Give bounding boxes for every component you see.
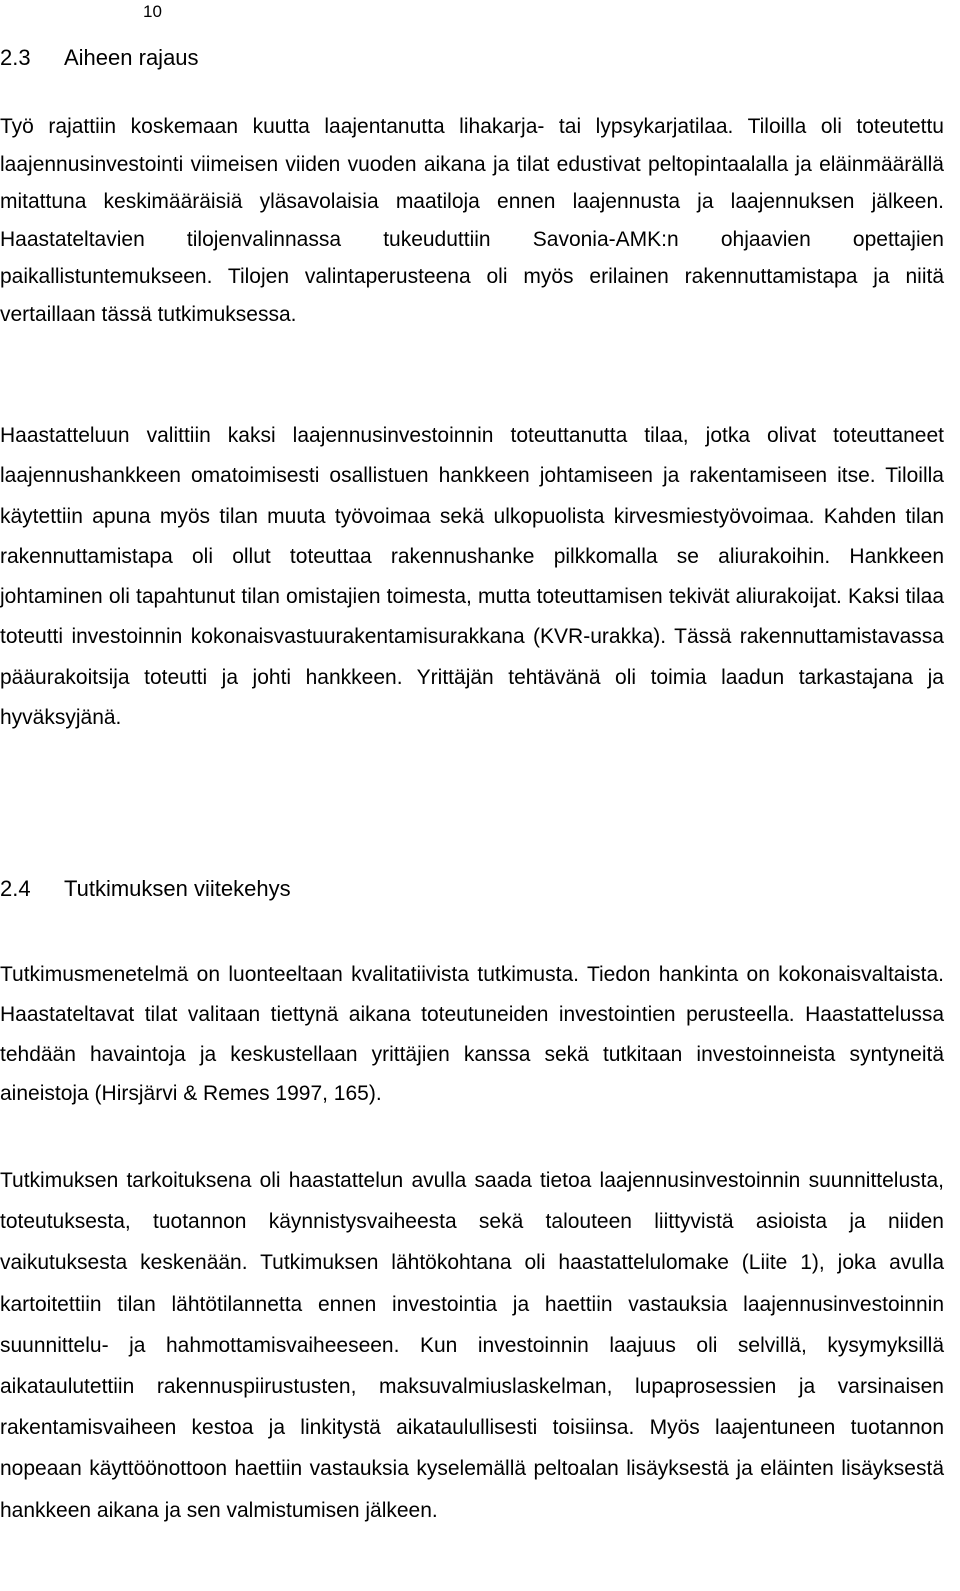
- section-title: Tutkimuksen viitekehys: [64, 876, 291, 901]
- section-number: 2.3: [0, 45, 31, 70]
- section-title: Aiheen rajaus: [64, 45, 199, 70]
- paragraph-4: Tutkimuksen tarkoituksena oli haastattelun avulla saada tietoa laajennusinvestoinnin suunnittelusta, toteutuksesta, tuotannon käynnistysvaiheesta sekä talouteen liittyvistä asioista ja niiden vaikutuksesta keskenään. Tutkimuksen lähtökohtana oli haastattelulomake (Liite 1), joka avulla kartoitettiin tilan lähtötilannetta ennen investointia ja haettiin vastauksia laajennusinvestoinnin suunnittelu- ja hahmottamisvaiheeseen. Kun investoinnin laajuus oli selvillä, kysymyksillä aikataulutettiin rakennuspiirustusten, maksuvalmiuslaskelman, lupaprosessien ja varsinaisen rakentamisvaiheen kestoa ja linkitystä aikataulullisesti toisiinsa. Myös laajentuneen tuotannon nopeaan käyttöönottoon haettiin vastauksia kyselemällä peltoalan lisäyksestä ja eläinten lisäyksestä hankkeen aikana ja sen valmistumisen jälkeen.: [0, 1169, 944, 1522]
- paragraph-1: Työ rajattiin koskemaan kuutta laajentanutta lihakarja- tai lypsykarjatilaa. Tiloilla oli toteutettu laajennusinvestointi viimeisen viiden vuoden aikana ja tilat edustivat peltopintaalalla ja eläinmäärällä mitattuna keskimääräisiä yläsavolaisia maatiloja ennen laajennusta ja laajennuksen jälkeen. Haastateltavien tilojenvalinnassa tukeuduttiin Savonia-AMK:n ohjaavien opettajien paikallistuntemukseen. Tilojen valintaperusteena oli myös erilainen rakennuttamistapa ja niitä vertaillaan tässä tutkimuksessa.: [0, 115, 944, 326]
- paragraph-2: Haastatteluun valittiin kaksi laajennusinvestoinnin toteuttanutta tilaa, jotka olivat toteuttaneet laajennushankkeen omatoimisesti osallistuen hankkeen johtamiseen ja rakentamiseen itse. Tiloilla käytettiin apuna myös tilan muuta työvoimaa sekä ulkopuolista kirvesmiestyövoimaa. Kahden tilan rakennuttamistapa oli ollut toteuttaa rakennushanke pilkkomalla se aliurakoihin. Hankkeen johtaminen oli tapahtunut tilan omistajien toimesta, mutta toteuttamisen tekivät aliurakoijat. Kaksi tilaa toteutti investoinnin kokonaisvastuurakentamisurakkana (KVR-urakka). Tässä rakennuttamistavassa pääurakoitsija toteutti ja johti hankkeen. Yrittäjän tehtävänä oli toimia laadun tarkastajana ja hyväksyjänä.: [0, 424, 944, 730]
- page-number: 10: [143, 2, 162, 21]
- section-number: 2.4: [0, 876, 31, 901]
- section-heading-2-3: [0, 44, 199, 72]
- paragraph-3: Tutkimusmenetelmä on luonteeltaan kvalitatiivista tutkimusta. Tiedon hankinta on kokonaisvaltaista. Haastateltavat tilat valitaan tiettynä aikana toteutuneiden investointien perusteella. Haastattelussa tehdään havaintoja ja keskustellaan yrittäjien kanssa sekä tutkitaan investoinneista syntyneitä aineistoja (Hirsjärvi & Remes 1997, 165).: [0, 963, 944, 1106]
- section-heading-2-4: [0, 875, 291, 903]
